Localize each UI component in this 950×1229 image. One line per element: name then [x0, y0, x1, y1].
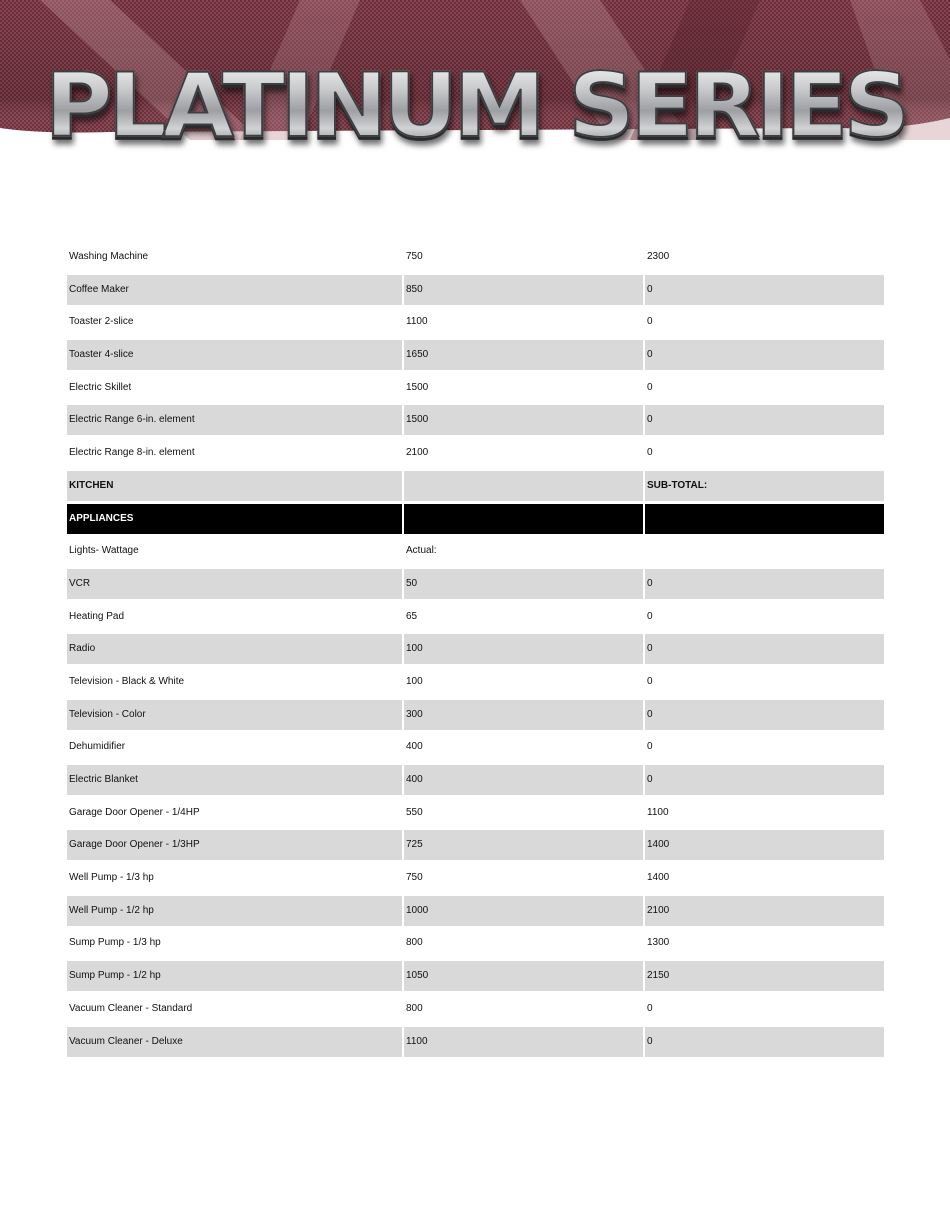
appliance-name-cell: Dehumidifier: [69, 741, 126, 753]
starting-watts-cell: 0: [645, 1027, 884, 1057]
appliance-name-cell: Coffee Maker: [67, 275, 402, 305]
starting-watts-cell: 2100: [645, 896, 884, 926]
appliance-name-cell: Well Pump - 1/3 hp: [69, 872, 154, 884]
table-row: [67, 340, 884, 370]
running-watts-cell: 1100: [406, 316, 428, 328]
table-row: [67, 961, 884, 991]
appliance-wattage-table: [67, 242, 884, 1059]
running-watts-cell: 2100: [406, 447, 429, 459]
table-row: [67, 373, 884, 403]
running-watts-cell: 850: [404, 275, 643, 305]
starting-watts-cell: 0: [645, 700, 884, 730]
starting-watts-cell: 0: [647, 610, 653, 622]
table-row: [67, 798, 884, 828]
starting-watts-cell: [645, 536, 884, 566]
table-row: [67, 830, 884, 860]
starting-watts-cell: 0: [645, 569, 884, 599]
table-row: [67, 700, 884, 730]
starting-watts-cell: 0: [645, 275, 884, 305]
starting-watts-cell: [645, 504, 884, 534]
starting-watts-cell: 0: [645, 405, 884, 435]
starting-watts-cell: 0: [645, 634, 884, 664]
starting-watts-cell: 0: [645, 340, 884, 370]
table-row: [67, 602, 884, 632]
appliance-name-cell: Radio: [67, 634, 402, 664]
starting-watts-cell: 0: [647, 675, 653, 687]
running-watts-cell: 1100: [404, 1027, 643, 1057]
appliance-name-cell: Sump Pump - 1/3 hp: [69, 937, 161, 949]
appliance-name-cell: Vacuum Cleaner - Standard: [69, 1002, 193, 1014]
appliance-name-cell: Vacuum Cleaner - Deluxe: [67, 1027, 402, 1057]
starting-watts-cell: 0: [647, 741, 653, 753]
starting-watts-cell: 2300: [647, 251, 670, 262]
running-watts-cell: 1000: [404, 896, 643, 926]
table-row: [67, 994, 884, 1024]
table-row: [67, 307, 884, 337]
appliance-name-cell: VCR: [67, 569, 402, 599]
table-row: [67, 1027, 884, 1057]
table-row: [67, 569, 884, 599]
starting-watts-cell: 0: [647, 316, 653, 328]
header-banner: [0, 0, 950, 162]
running-watts-cell: 100: [404, 634, 643, 664]
table-row: [67, 928, 884, 958]
table-row: [67, 438, 884, 468]
starting-watts-cell: 0: [645, 765, 884, 795]
table-row: [67, 863, 884, 893]
running-watts-cell: 1650: [404, 340, 643, 370]
appliance-name-cell: Television - Color: [67, 700, 402, 730]
running-watts-cell: 750: [406, 872, 423, 884]
appliance-name-cell: Electric Blanket: [67, 765, 402, 795]
starting-watts-cell: 1300: [647, 937, 670, 949]
running-watts-cell: [404, 471, 643, 501]
appliance-name-cell: KITCHEN: [67, 471, 402, 501]
starting-watts-cell: 1100: [647, 806, 669, 818]
running-watts-cell: 800: [406, 1002, 423, 1014]
starting-watts-cell: 0: [647, 1002, 653, 1014]
running-watts-cell: 1500: [406, 381, 429, 393]
appliance-name-cell: Toaster 2-slice: [69, 316, 134, 328]
starting-watts-cell: 1400: [647, 872, 670, 884]
running-watts-cell: Actual:: [406, 545, 437, 557]
running-watts-cell: 1050: [404, 961, 643, 991]
running-watts-cell: 300: [404, 700, 643, 730]
banner-title: PLATINUM SERIES: [0, 62, 950, 150]
starting-watts-cell: 1400: [645, 830, 884, 860]
table-row: [67, 504, 884, 534]
appliance-name-cell: Washing Machine: [69, 251, 149, 262]
appliance-name-cell: Sump Pump - 1/2 hp: [67, 961, 402, 991]
appliance-name-cell: Lights- Wattage: [69, 545, 139, 557]
running-watts-cell: [404, 504, 643, 534]
appliance-name-cell: Garage Door Opener - 1/4HP: [69, 806, 200, 818]
appliance-name-cell: Electric Skillet: [69, 381, 132, 393]
table-row: [67, 732, 884, 762]
running-watts-cell: 800: [406, 937, 423, 949]
appliance-name-cell: Heating Pad: [69, 610, 125, 622]
starting-watts-cell: 0: [647, 381, 653, 393]
running-watts-cell: 100: [406, 675, 423, 687]
appliance-name-cell: Well Pump - 1/2 hp: [67, 896, 402, 926]
appliance-name-cell: Electric Range 6-in. element: [67, 405, 402, 435]
table-row: [67, 471, 884, 501]
running-watts-cell: 400: [406, 741, 423, 753]
table-row: [67, 242, 884, 272]
appliance-name-cell: Garage Door Opener - 1/3HP: [67, 830, 402, 860]
running-watts-cell: 400: [404, 765, 643, 795]
running-watts-cell: 50: [404, 569, 643, 599]
table-row: [67, 275, 884, 305]
table-row: [67, 896, 884, 926]
starting-watts-cell: 2150: [645, 961, 884, 991]
running-watts-cell: 1500: [404, 405, 643, 435]
table-row: [67, 765, 884, 795]
running-watts-cell: 725: [404, 830, 643, 860]
table-row: [67, 536, 884, 566]
appliance-name-cell: Television - Black & White: [69, 675, 185, 687]
starting-watts-cell: 0: [647, 447, 653, 459]
running-watts-cell: 750: [406, 251, 423, 262]
table-row: [67, 634, 884, 664]
running-watts-cell: 550: [406, 806, 423, 818]
table-row: [67, 667, 884, 697]
appliance-name-cell: Electric Range 8-in. element: [69, 447, 195, 459]
appliance-name-cell: APPLIANCES: [67, 504, 402, 534]
running-watts-cell: 65: [406, 610, 418, 622]
starting-watts-cell: SUB-TOTAL:: [645, 471, 884, 501]
appliance-name-cell: Toaster 4-slice: [67, 340, 402, 370]
table-row: [67, 405, 884, 435]
